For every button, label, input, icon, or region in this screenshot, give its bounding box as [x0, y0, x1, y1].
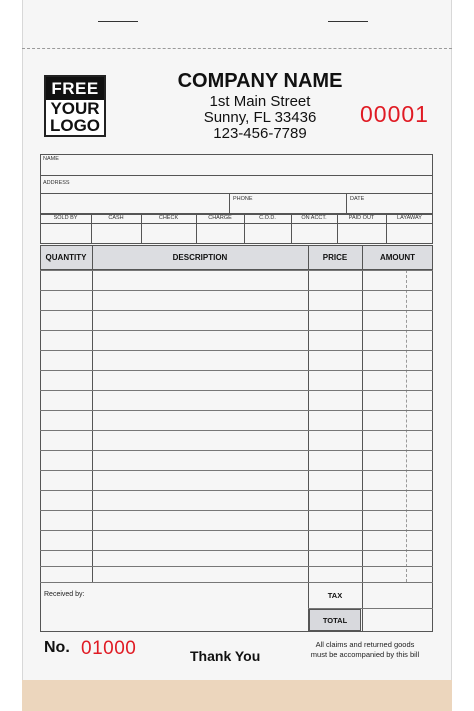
table-row[interactable] — [40, 410, 433, 411]
name-label: NAME — [43, 156, 59, 162]
logo-line-1: FREE — [46, 77, 104, 100]
form-number-value: 01000 — [81, 638, 137, 659]
table-row[interactable] — [40, 430, 433, 431]
date-divider — [346, 193, 347, 214]
payment-on-acct[interactable]: ON ACCT. — [301, 215, 327, 221]
invoice-number: 00001 — [360, 101, 429, 127]
table-row[interactable] — [40, 370, 433, 371]
table-row[interactable] — [40, 582, 433, 583]
table-row[interactable] — [40, 550, 433, 551]
table-row[interactable] — [40, 490, 433, 491]
company-logo — [44, 75, 106, 137]
company-street: 1st Main Street — [209, 93, 311, 110]
payment-paid-out[interactable]: PAID OUT — [348, 215, 375, 221]
payment-divider — [141, 214, 142, 244]
table-row[interactable] — [40, 566, 433, 567]
header-quantity: QUANTITY — [45, 253, 87, 262]
payment-divider — [244, 214, 245, 244]
claims-line-1: All claims and returned goods — [315, 640, 415, 649]
table-row[interactable] — [40, 510, 433, 511]
customer-info-box — [40, 154, 433, 214]
phone-label: PHONE — [233, 196, 253, 202]
column-divider — [308, 245, 309, 632]
tax-label: TAX — [327, 591, 343, 600]
top-tick-left — [98, 21, 138, 22]
table-row[interactable] — [40, 330, 433, 331]
name-line[interactable] — [40, 175, 433, 176]
payment-check[interactable]: CHECK — [158, 215, 179, 221]
table-row[interactable] — [40, 470, 433, 471]
amount-cents-divider — [406, 270, 407, 582]
company-city: Sunny, FL 33436 — [203, 109, 317, 126]
items-table — [40, 245, 433, 632]
claims-line-2: must be accompanied by this bill — [310, 650, 420, 659]
table-row[interactable] — [40, 350, 433, 351]
table-row[interactable] — [40, 290, 433, 291]
claims-notice — [290, 640, 440, 660]
logo-line-2: YOUR — [50, 99, 100, 118]
payment-divider — [386, 214, 387, 244]
top-tick-right — [328, 21, 368, 22]
company-phone: 123-456-7789 — [213, 125, 307, 142]
payment-divider — [291, 214, 292, 244]
header-price: PRICE — [322, 253, 348, 262]
payment-cod[interactable]: C.O.D. — [259, 215, 276, 221]
phone-divider — [229, 193, 230, 214]
header-description: DESCRIPTION — [172, 253, 228, 262]
payment-divider — [91, 214, 92, 244]
company-name: COMPANY NAME — [177, 70, 343, 92]
date-label: DATE — [350, 196, 365, 202]
address-label: ADDRESS — [43, 180, 70, 186]
form-number-label: No. — [44, 639, 70, 656]
column-divider — [362, 245, 363, 632]
table-row[interactable] — [40, 450, 433, 451]
stub-band — [22, 680, 452, 711]
table-row[interactable] — [40, 270, 433, 271]
column-divider — [92, 245, 93, 582]
payment-header-line — [40, 223, 433, 224]
payment-sold-by: SOLD BY — [53, 215, 78, 221]
perforation-line — [22, 48, 452, 49]
payment-divider — [337, 214, 338, 244]
thank-you-text: Thank You — [190, 648, 261, 664]
received-by-label: Received by: — [44, 591, 85, 598]
address-line[interactable] — [40, 193, 433, 194]
header-amount: AMOUNT — [379, 253, 416, 262]
table-row[interactable] — [40, 530, 433, 531]
table-row[interactable] — [40, 310, 433, 311]
payment-layaway[interactable]: LAYAWAY — [397, 215, 422, 221]
payment-cash[interactable]: CASH — [108, 215, 124, 221]
payment-charge[interactable]: CHARGE — [208, 215, 232, 221]
total-label: TOTAL — [322, 616, 348, 625]
payment-divider — [196, 214, 197, 244]
table-row[interactable] — [40, 390, 433, 391]
logo-line-3: LOGO — [49, 116, 101, 135]
